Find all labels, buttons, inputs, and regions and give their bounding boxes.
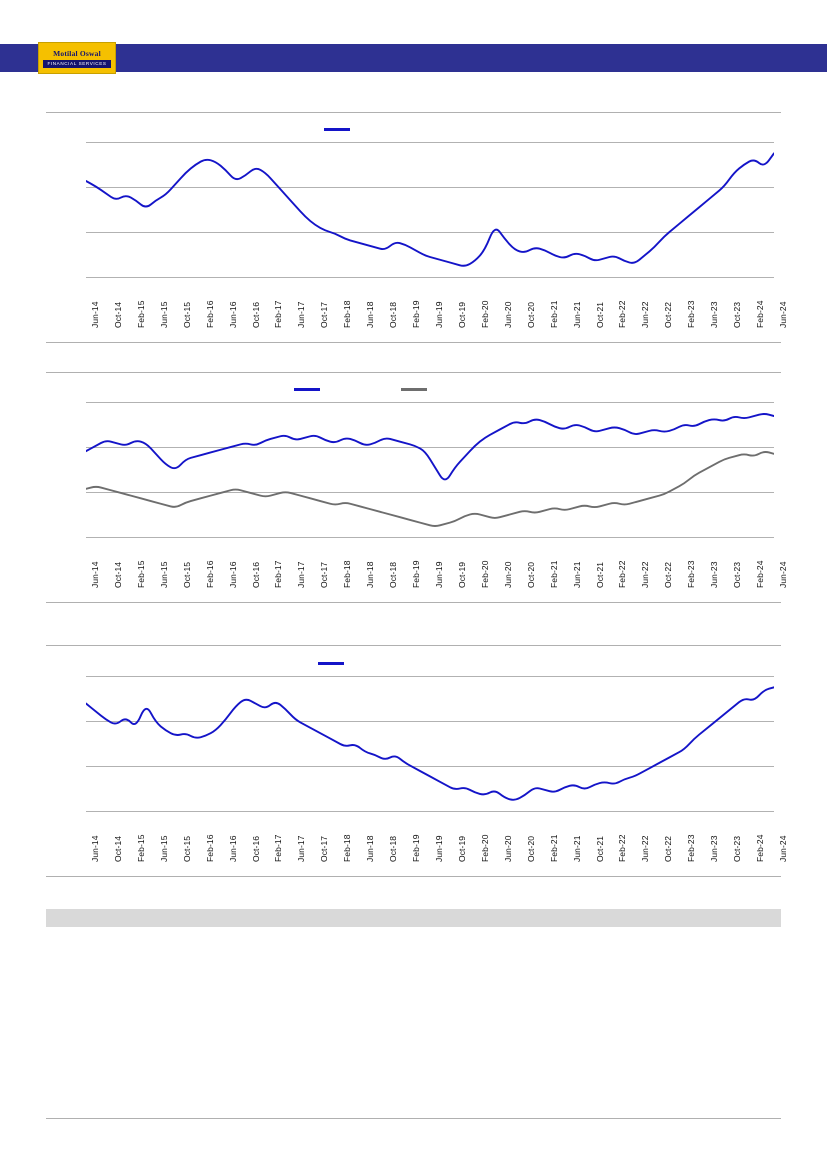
x-tick-label: Oct-14 [112,835,123,862]
x-tick-label: Jun-18 [365,561,376,588]
x-tick-label: Jun-19 [434,301,444,328]
x-tick-label: Oct-19 [456,835,467,862]
x-tick-label: Jun-14 [90,561,100,588]
section-rule-bottom-1 [46,342,781,343]
x-tick-label: Feb-22 [617,560,628,588]
section-rule-top-3 [46,645,781,646]
x-tick-label: Jun-18 [365,301,376,328]
x-tick-label: Oct-14 [112,561,123,588]
logo-primary-text: Motilal Oswal [53,48,101,58]
chart-panel-3 [46,662,788,862]
x-tick-label: Oct-17 [319,835,330,862]
x-tick-label: Jun-23 [709,301,720,328]
chart-1-x-axis-labels [86,286,788,332]
x-tick-label: Feb-18 [342,300,353,328]
x-tick-label: Oct-17 [319,301,330,328]
x-tick-label: Oct-14 [112,301,123,328]
x-tick-label: Jun-18 [365,835,376,862]
series-line-2 [86,452,774,526]
x-tick-label: Feb-19 [411,300,422,328]
x-tick-label: Jun-21 [571,561,582,588]
x-tick-label: Feb-24 [755,834,766,862]
x-tick-label: Feb-20 [479,834,490,862]
x-tick-label: Jun-24 [778,835,788,862]
x-tick-label: Jun-14 [90,835,100,862]
x-tick-label: Jun-24 [778,301,788,328]
footer-rule [46,1118,781,1119]
x-tick-label: Oct-22 [663,835,674,862]
x-tick-label: Feb-15 [135,300,146,328]
chart-2-legend-series-2 [401,388,432,391]
x-tick-label: Jun-20 [502,301,513,328]
x-tick-label: Jun-22 [640,561,651,588]
chart-3-x-axis-labels [86,820,788,866]
x-tick-label: Feb-20 [479,560,490,588]
series-line-1 [86,687,774,799]
x-tick-label: Feb-15 [135,834,146,862]
chart-1-plot [86,142,774,278]
x-tick-label: Oct-21 [594,561,605,588]
chart-3-plot [86,676,774,812]
x-tick-label: Jun-20 [502,561,513,588]
x-tick-label: Oct-23 [732,561,743,588]
x-tick-label: Feb-15 [135,560,146,588]
x-tick-label: Jun-15 [158,301,169,328]
x-tick-label: Jun-17 [296,301,307,328]
x-tick-label: Feb-21 [548,300,559,328]
logo-secondary-text: FINANCIAL SERVICES [43,60,110,68]
legend-swatch-series-1 [324,128,350,131]
x-tick-label: Jun-17 [296,835,307,862]
x-tick-label: Oct-20 [525,301,536,328]
legend-swatch-series-1 [318,662,344,665]
x-tick-label: Feb-16 [204,834,215,862]
x-tick-label: Feb-22 [617,300,628,328]
x-tick-label: Jun-24 [778,561,788,588]
legend-swatch-series-2 [401,388,427,391]
x-tick-label: Feb-23 [686,560,697,588]
company-logo [38,42,116,74]
chart-2-plot [86,402,774,538]
x-tick-label: Jun-14 [90,301,100,328]
x-tick-label: Oct-18 [388,561,399,588]
x-tick-label: Jun-17 [296,561,307,588]
x-tick-label: Jun-20 [502,835,513,862]
chart-panel-1 [46,128,788,328]
chart-2-x-axis-labels [86,546,788,592]
x-tick-label: Oct-18 [388,835,399,862]
section-divider-band [46,909,781,927]
x-tick-label: Feb-23 [686,834,697,862]
x-tick-label: Feb-17 [273,834,284,862]
x-tick-label: Jun-15 [158,561,169,588]
x-tick-label: Feb-16 [204,300,215,328]
x-tick-label: Jun-19 [434,561,444,588]
legend-swatch-series-1 [294,388,320,391]
chart-svg [86,142,774,278]
x-tick-label: Jun-23 [709,835,720,862]
x-tick-label: Jun-23 [709,561,720,588]
x-tick-label: Jun-16 [227,561,238,588]
x-tick-label: Oct-19 [456,561,467,588]
x-tick-label: Oct-15 [181,301,192,328]
x-tick-label: Jun-19 [434,835,444,862]
chart-panel-2 [46,388,788,588]
x-tick-label: Feb-20 [479,300,490,328]
x-tick-label: Jun-16 [227,301,238,328]
chart-1-legend [324,128,355,131]
x-tick-label: Oct-20 [525,835,536,862]
x-tick-label: Oct-22 [663,561,674,588]
x-tick-label: Oct-16 [250,835,261,862]
x-tick-label: Oct-15 [181,835,192,862]
x-tick-label: Jun-22 [640,301,651,328]
x-tick-label: Jun-15 [158,835,169,862]
x-tick-label: Oct-18 [388,301,399,328]
x-tick-label: Feb-19 [411,560,422,588]
x-tick-label: Feb-17 [273,560,284,588]
x-tick-label: Oct-16 [250,561,261,588]
chart-2-legend-series-1 [294,388,325,391]
x-tick-label: Feb-23 [686,300,697,328]
x-tick-label: Feb-18 [342,560,353,588]
x-tick-label: Feb-24 [755,560,766,588]
x-tick-label: Feb-22 [617,834,628,862]
section-rule-bottom-2 [46,602,781,603]
x-tick-label: Feb-24 [755,300,766,328]
x-tick-label: Jun-22 [640,835,651,862]
x-tick-label: Oct-23 [732,835,743,862]
x-tick-label: Feb-21 [548,560,559,588]
x-tick-label: Jun-21 [571,301,582,328]
header-band [0,44,827,72]
x-tick-label: Feb-18 [342,834,353,862]
x-tick-label: Feb-16 [204,560,215,588]
x-tick-label: Oct-17 [319,561,330,588]
chart-svg [86,402,774,538]
x-tick-label: Oct-20 [525,561,536,588]
x-tick-label: Jun-21 [571,835,582,862]
series-line-1 [86,153,774,265]
x-tick-label: Feb-21 [548,834,559,862]
x-tick-label: Oct-21 [594,835,605,862]
x-tick-label: Feb-19 [411,834,422,862]
section-rule-top-2 [46,372,781,373]
series-line-1 [86,414,774,479]
chart-svg [86,676,774,812]
section-rule-bottom-3 [46,876,781,877]
chart-3-legend [318,662,349,665]
x-tick-label: Oct-19 [456,301,467,328]
x-tick-label: Oct-16 [250,301,261,328]
x-tick-label: Oct-15 [181,561,192,588]
x-tick-label: Jun-16 [227,835,238,862]
x-tick-label: Oct-21 [594,301,605,328]
section-rule-top-1 [46,112,781,113]
x-tick-label: Oct-23 [732,301,743,328]
x-tick-label: Oct-22 [663,301,674,328]
x-tick-label: Feb-17 [273,300,284,328]
